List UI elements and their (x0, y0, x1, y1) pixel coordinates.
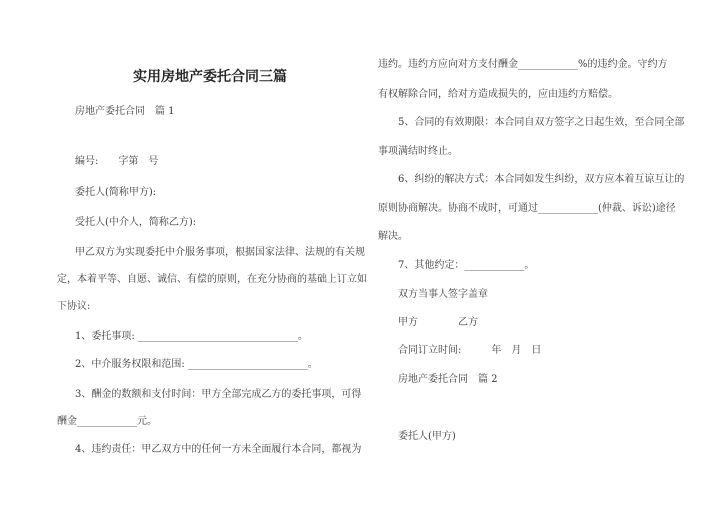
right-line-4: 事项满结时终止。 (378, 146, 458, 157)
item-4-line-1: 4、违约责任：甲乙双方中的任何一方未全面履行本合同，都视为 (75, 444, 362, 455)
contract-date-line: 合同订立时间: 年 月 日 (398, 345, 542, 356)
section-2-party-a: 委托人(甲方) (398, 431, 456, 442)
right-line-5: 6、纠纷的解决方式：本合同如发生纠纷，双方应本着互谅互让的 (398, 174, 685, 185)
right-line-7: 解决。 (378, 231, 408, 242)
intro-line-2: 定，本着平等、自愿、诚信、有偿的原则，在充分协商的基础上订立如 (57, 274, 367, 285)
right-line-8: 7、其他约定：____________。 (398, 260, 535, 271)
signature-heading: 双方当事人签字盖章 (398, 289, 488, 300)
item-3-line-1: 3、酬金的数额和支付时间：甲方全部完成乙方的委托事项，可得 (75, 389, 362, 400)
item-1: 1、委托事项: ________________________________。 (75, 331, 308, 342)
intro-line-1: 甲乙双方为实现委托中介服务事项，根据国家法律、法规的有关规 (75, 247, 365, 258)
party-a-line: 委托人(简称甲方): (75, 187, 157, 198)
number-line: 编号: 字第 号 (75, 156, 159, 167)
signature-parties: 甲方 乙方 (398, 317, 478, 328)
right-line-3: 5、合同的有效期限：本合同自双方签字之日起生效，至合同全部 (398, 117, 685, 128)
item-2: 2、中介服务权限和范围: ________________________。 (75, 359, 318, 370)
section-2-heading: 房地产委托合同 篇 2 (398, 374, 498, 385)
right-line-2: 有权解除合同，给对方造成损失的，应由违约方赔偿。 (378, 89, 618, 100)
item-3-line-2: 酬金____________元。 (57, 416, 157, 427)
document-title: 实用房地产委托合同三篇 (133, 69, 287, 85)
subtitle: 房地产委托合同 篇 1 (75, 106, 175, 117)
right-line-1: 违约。违约方应向对方支付酬金____________%的违约金。守约方 (378, 59, 668, 70)
party-b-line: 受托人(中介人，简称乙方): (75, 217, 197, 228)
right-line-6: 原则协商解决。协商不成时，可通过____________(仲裁、诉讼)途径 (378, 203, 676, 214)
intro-line-3: 下协议: (57, 301, 91, 312)
